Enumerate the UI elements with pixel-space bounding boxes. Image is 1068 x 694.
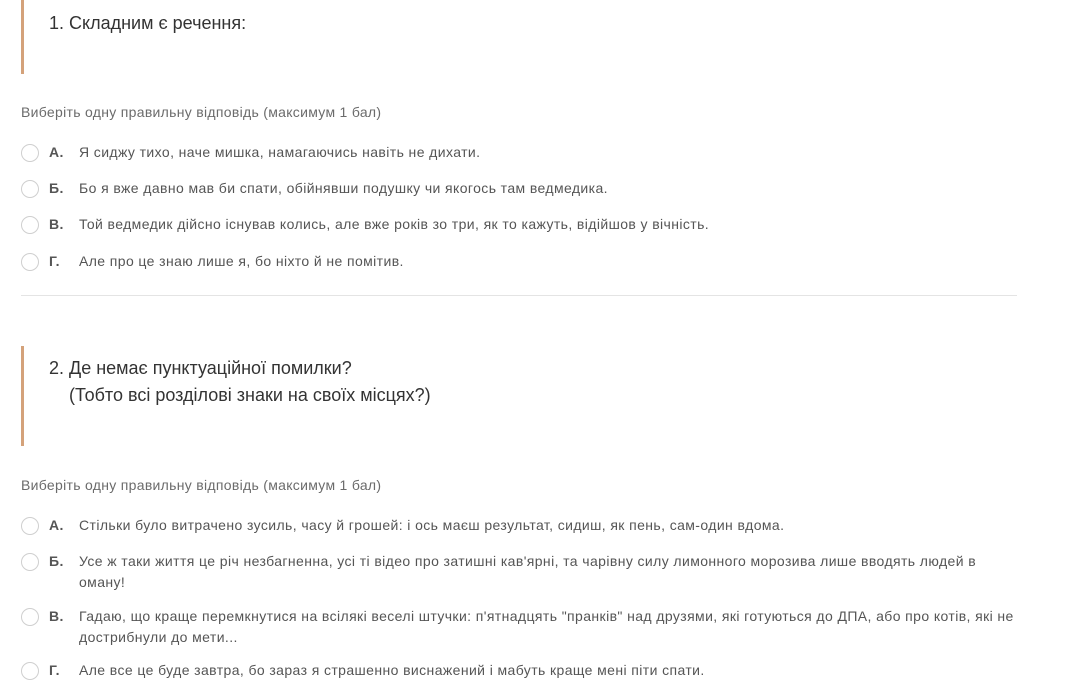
- option-letter: Г.: [49, 662, 60, 678]
- option-text: Але все це буде завтра, бо зараз я страшенно виснажений і мабуть краще мені піти спати.: [79, 662, 705, 678]
- q2-option-d[interactable]: [21, 660, 1017, 681]
- radio-button[interactable]: [21, 662, 39, 680]
- option-letter: Б.: [49, 180, 64, 196]
- radio-button[interactable]: [21, 180, 39, 198]
- q2-option-a[interactable]: [21, 515, 1017, 536]
- option-text: Я сиджу тихо, наче мишка, намагаючись навіть не дихати.: [79, 144, 481, 160]
- option-text: Стільки було витрачено зусиль, часу й грошей: і ось маєш результат, сидиш, як пень, сам-один вдома.: [79, 517, 785, 533]
- q1-option-d[interactable]: [21, 251, 1017, 272]
- question-1: [21, 0, 1017, 74]
- question-2-title-line2: (Тобто всі розділові знаки на своїх місцях?): [69, 385, 431, 405]
- option-letter: Г.: [49, 253, 60, 269]
- question-divider: [21, 295, 1017, 296]
- option-letter: В.: [49, 216, 64, 232]
- option-text: Усе ж таки життя це річ незбагненна, усі ті відео про затишні кав'ярні, та чарівну силу лимонного морозива лише вводять людей в оману!: [79, 553, 977, 590]
- q2-option-c[interactable]: [21, 606, 1017, 648]
- radio-button[interactable]: [21, 517, 39, 535]
- question-2-instruction-block: [21, 477, 1017, 493]
- radio-button[interactable]: [21, 608, 39, 626]
- option-text: Бо я вже давно мав би спати, обійнявши подушку чи якогось там ведмедика.: [79, 180, 608, 196]
- question-1-instruction-block: [21, 104, 1017, 120]
- q1-option-b[interactable]: [21, 178, 1017, 199]
- question-1-header: [21, 0, 1017, 74]
- question-2-header: [21, 346, 1017, 446]
- radio-button[interactable]: [21, 144, 39, 162]
- question-1-instruction: Виберіть одну правильну відповідь (максимум 1 бал): [21, 104, 382, 120]
- option-letter: А.: [49, 517, 64, 533]
- question-1-title: 1. Складним є речення:: [49, 13, 247, 33]
- radio-button[interactable]: [21, 553, 39, 571]
- radio-button[interactable]: [21, 216, 39, 234]
- question-2: [21, 346, 1017, 446]
- q2-option-b[interactable]: [21, 551, 1017, 593]
- option-text: Але про це знаю лише я, бо ніхто й не помітив.: [79, 253, 404, 269]
- question-2-title-line1: 2. Де немає пунктуаційної помилки?: [49, 358, 352, 378]
- question-2-instruction: Виберіть одну правильну відповідь (максимум 1 бал): [21, 477, 382, 493]
- q1-option-c[interactable]: [21, 214, 1017, 235]
- q1-option-a[interactable]: [21, 142, 1017, 163]
- option-letter: А.: [49, 144, 64, 160]
- option-letter: Б.: [49, 553, 64, 569]
- option-letter: В.: [49, 608, 64, 624]
- radio-button[interactable]: [21, 253, 39, 271]
- option-text: Той ведмедик дійсно існував колись, але вже років зо три, як то кажуть, відійшов у вічність.: [79, 216, 710, 232]
- option-text: Гадаю, що краще перемкнутися на всілякі веселі штучки: п'ятнадцять "пранків" над друзями, які готуються до ДПА, або про котів, які не дострибнули до мети...: [79, 608, 1014, 645]
